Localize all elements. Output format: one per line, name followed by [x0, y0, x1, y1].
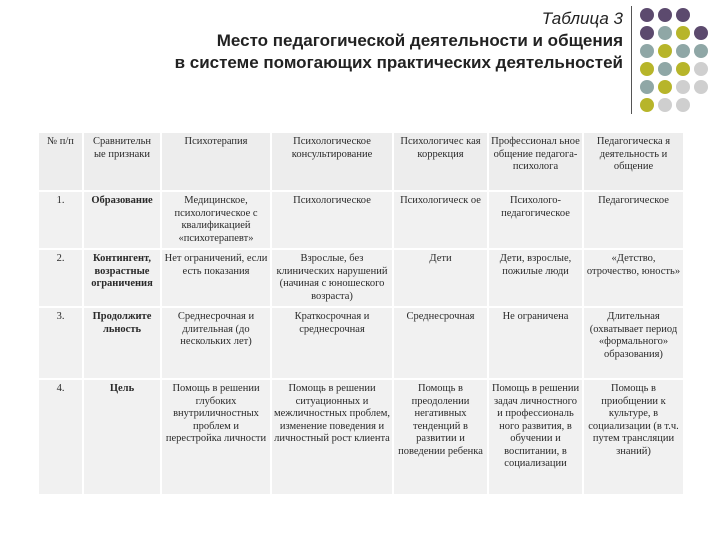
table-cell: Не ограничена	[488, 307, 583, 379]
dot	[676, 80, 690, 94]
table-number: Таблица 3	[541, 9, 623, 28]
decorative-divider	[631, 6, 632, 114]
dot	[676, 98, 690, 112]
table-cell: Длительная (охватывает период «формального» образования)	[583, 307, 684, 379]
table-row	[38, 307, 684, 379]
table-cell: Среднесрочная	[393, 307, 488, 379]
header-cell: Психотерапия	[161, 132, 271, 191]
table-row	[38, 191, 684, 249]
table-cell: Дети	[393, 249, 488, 307]
dot	[694, 80, 708, 94]
table-cell: Контингент, возрастные ограничения	[83, 249, 161, 307]
table-cell: Взрослые, без клинических нарушений (начиная с юношеского возраста)	[271, 249, 393, 307]
dot	[658, 44, 672, 58]
dot	[676, 62, 690, 76]
table-row	[38, 379, 684, 495]
table-cell: Психологическ ое	[393, 191, 488, 249]
header-cell: Педагогическа я деятельность и общение	[583, 132, 684, 191]
header-cell: № п/п	[38, 132, 83, 191]
dot	[658, 8, 672, 22]
table-cell: Дети, взрослые, пожилые люди	[488, 249, 583, 307]
dot	[640, 44, 654, 58]
dot	[640, 8, 654, 22]
table-cell: Нет ограничений, если есть показания	[161, 249, 271, 307]
header-cell: Сравнительн ые признаки	[83, 132, 161, 191]
header-cell: Профессионал ьное общение педагога-психолога	[488, 132, 583, 191]
dot	[640, 62, 654, 76]
dot	[694, 26, 708, 40]
header-cell: Психологическое консультирование	[271, 132, 393, 191]
table-cell: 2.	[38, 249, 83, 307]
comparison-table	[37, 131, 685, 496]
table-cell: Медицинское, психологическое с квалификацией «психотерапевт»	[161, 191, 271, 249]
dot	[676, 44, 690, 58]
table-cell: Помощь в решении задач личностного и профессиональ ного развития, в обучении и воспитании, в социализации	[488, 379, 583, 495]
header-cell: Психологичес кая коррекция	[393, 132, 488, 191]
dot	[640, 80, 654, 94]
table-cell: Помощь в приобщении к культуре, в социализации (в т.ч. путем трансляции знаний)	[583, 379, 684, 495]
table-cell: Помощь в решении ситуационных и межличностных проблем, изменение поведения и личностный рост клиента	[271, 379, 393, 495]
table-cell: «Детство, отрочество, юность»	[583, 249, 684, 307]
dot	[658, 98, 672, 112]
table-cell: 4.	[38, 379, 83, 495]
dot	[694, 44, 708, 58]
table-cell: Помощь в преодолении негативных тенденций в развитии и поведении ребенка	[393, 379, 488, 495]
table-cell: Психологическое	[271, 191, 393, 249]
page-title: Место педагогической деятельности и общения	[216, 31, 623, 50]
table-cell: Педагогическое	[583, 191, 684, 249]
dot	[640, 26, 654, 40]
table-cell: Помощь в решении глубоких внутриличностных проблем и перестройка личности	[161, 379, 271, 495]
dot	[658, 62, 672, 76]
table-cell: Образование	[83, 191, 161, 249]
table-cell: Цель	[83, 379, 161, 495]
dot	[640, 98, 654, 112]
table-cell: Психолого-педагогическое	[488, 191, 583, 249]
table-cell: Краткосрочная и среднесрочная	[271, 307, 393, 379]
dot	[676, 26, 690, 40]
table-cell: Среднесрочная и длительная (до нескольких лет)	[161, 307, 271, 379]
dot	[694, 62, 708, 76]
table-cell: Продолжите льность	[83, 307, 161, 379]
dot	[676, 8, 690, 22]
dot	[658, 26, 672, 40]
table-cell: 3.	[38, 307, 83, 379]
page-subtitle: в системе помогающих практических деятельностей	[174, 53, 623, 72]
title-block	[175, 8, 623, 74]
table-row	[38, 249, 684, 307]
dot	[658, 80, 672, 94]
table-cell: 1.	[38, 191, 83, 249]
table-header-row	[38, 132, 684, 191]
